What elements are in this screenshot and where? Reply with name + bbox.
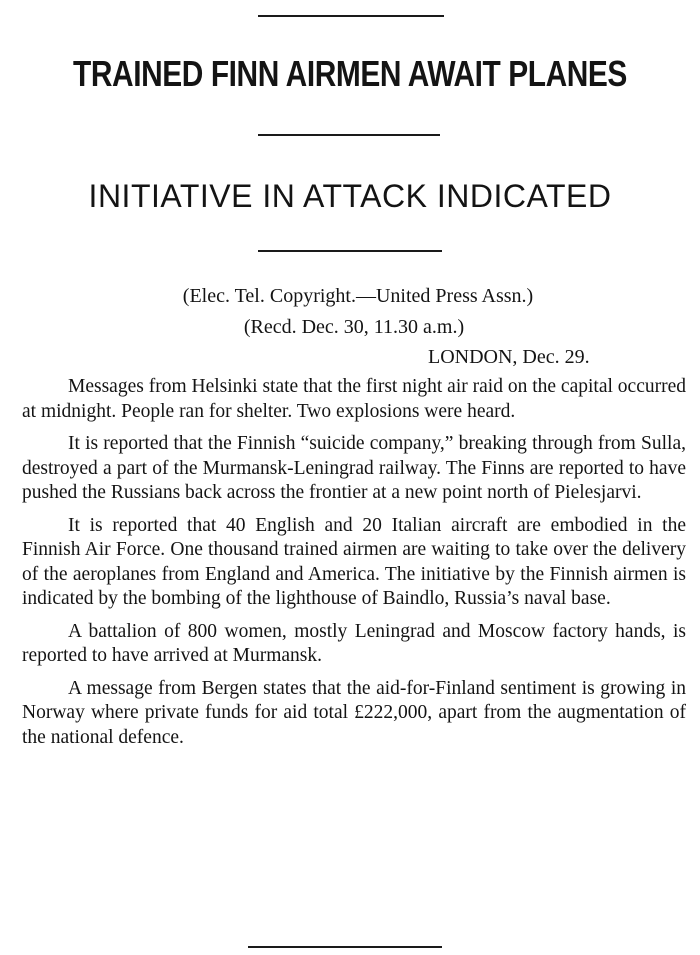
article-paragraph: Messages from Helsinki state that the first night air raid on the capital occurred at midnight. People ran for shelter. Two explosions were heard. (22, 376, 686, 422)
article-paragraph: It is reported that the Finnish “suicide company,” breaking through from Sulla, destroyed a part of the Murmansk-Leningrad railway. The Finns are reported to have pushed the Russians back across the frontier at a new point north of Pielesjarvi. (22, 433, 686, 503)
article-body (22, 375, 686, 758)
dateline: LONDON, Dec. 29. (428, 346, 590, 368)
headline-divider (258, 134, 440, 136)
article-paragraph: It is reported that 40 English and 20 Italian aircraft are embodied in the Finnish Air Force. One thousand trained airmen are waiting to take over the delivery of the aeroplanes from England and America. The initiative by the Finnish airmen is indicated by the bombing of the lighthouse of Baindlo, Russia’s naval base. (22, 514, 686, 609)
headline: TRAINED FINN AIRMEN AWAIT PLANES (73, 53, 627, 94)
received-time: (Recd. Dec. 30, 11.30 a.m.) (243, 316, 465, 338)
subheadline: INITIATIVE IN ATTACK INDICATED (88, 178, 612, 214)
subheadline-divider (258, 250, 442, 252)
bottom-divider (248, 946, 442, 948)
article-paragraph: A message from Bergen states that the aid-for-Finland sentiment is growing in Norway where private funds for aid total £222,000, apart from the augmentation of the national defence. (22, 677, 686, 748)
copyright-credit: (Elec. Tel. Copyright.—United Press Assn.) (182, 285, 534, 307)
article-paragraph: A battalion of 800 women, mostly Leningrad and Moscow factory hands, is reported to have arrived at Murmansk. (22, 620, 686, 666)
top-divider (258, 15, 444, 17)
